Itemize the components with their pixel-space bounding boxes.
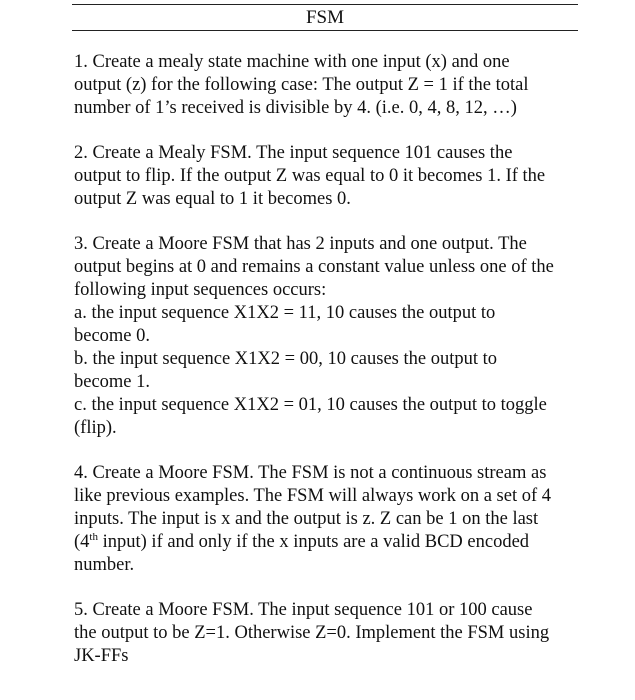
problem-1 (74, 51, 584, 120)
problem-3b-line-2: become 1. (74, 372, 151, 392)
problem-4 (74, 462, 584, 577)
problem-5-line-2: the output to be Z=1. Otherwise Z=0. Implement the FSM using (74, 623, 550, 643)
problem-3a-line-2: become 0. (74, 326, 151, 346)
problem-list (74, 51, 584, 668)
problem-3-line-2: output begins at 0 and remains a constant value unless one of the (74, 257, 554, 277)
title-bottom-rule (72, 30, 578, 31)
problem-4-line-1: 4. Create a Moore FSM. The FSM is not a continuous stream as (74, 463, 547, 483)
ordinal-suffix: th (89, 530, 98, 543)
problem-1-line-2: output (z) for the following case: The output Z = 1 if the total (74, 75, 529, 95)
problem-3a-line-1: a. the input sequence X1X2 = 11, 10 causes the output to (74, 303, 496, 323)
problem-4-line-5: number. (74, 555, 135, 575)
page-title: FSM (305, 7, 345, 28)
problem-4-line-4-start: (4 (74, 532, 90, 552)
problem-2-line-1: 2. Create a Mealy FSM. The input sequence 101 causes the (74, 143, 513, 163)
problem-1-line-1: 1. Create a mealy state machine with one input (x) and one (74, 52, 510, 72)
problem-3-line-3: following input sequences occurs: (74, 280, 327, 300)
problem-3b-line-1: b. the input sequence X1X2 = 00, 10 causes the output to (74, 349, 498, 369)
problem-3 (74, 233, 584, 440)
title-top-rule (72, 4, 578, 5)
problem-5-line-3: JK-FFs (74, 646, 129, 666)
problem-3-line-1: 3. Create a Moore FSM that has 2 inputs and one output. The (74, 234, 527, 254)
problem-4-line-3: inputs. The input is x and the output is z. Z can be 1 on the last (74, 509, 539, 529)
problem-4-line-2: like previous examples. The FSM will always work on a set of 4 (74, 486, 551, 506)
problem-2-line-3: output Z was equal to 1 it becomes 0. (74, 189, 351, 209)
problem-3c-line-1: c. the input sequence X1X2 = 01, 10 causes the output to toggle (74, 395, 547, 415)
problem-3c-line-2: (flip). (74, 418, 117, 438)
problem-2-line-2: output to flip. If the output Z was equal to 0 it becomes 1. If the (74, 166, 546, 186)
problem-5-line-1: 5. Create a Moore FSM. The input sequence 101 or 100 cause (74, 600, 533, 620)
problem-4-line-4 (74, 531, 584, 554)
problem-1-line-3: number of 1’s received is divisible by 4. (i.e. 0, 4, 8, 12, …) (74, 98, 517, 118)
problem-2 (74, 142, 584, 211)
problem-5 (74, 599, 584, 668)
problem-4-line-4-rest: input) if and only if the x inputs are a valid BCD encoded (97, 532, 530, 552)
